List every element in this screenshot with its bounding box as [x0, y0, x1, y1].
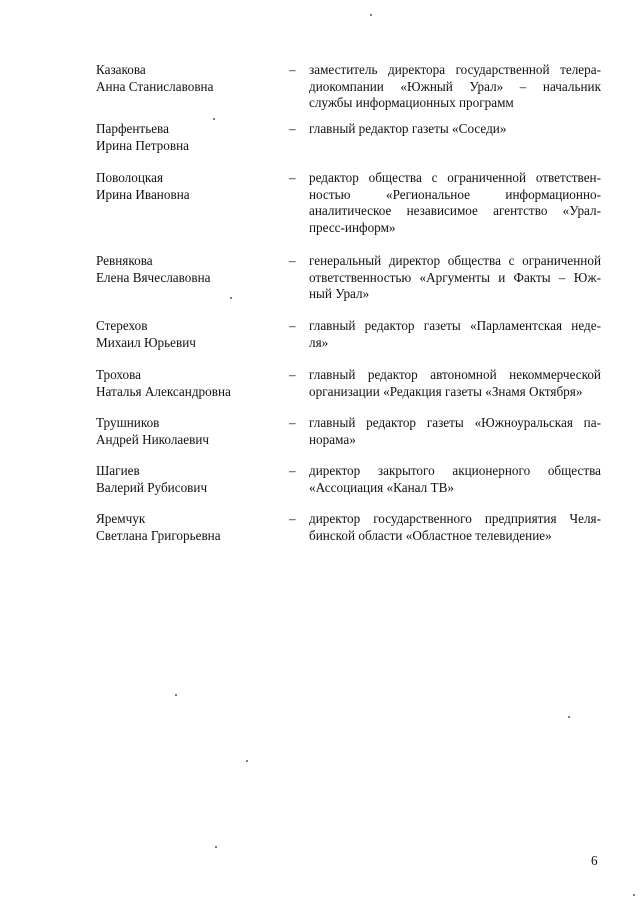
description-line: ответственностью «Аргументы и Факты – Юж- [309, 269, 601, 285]
surname: Шагиев [96, 463, 140, 478]
position-description [309, 253, 601, 303]
given-names: Ирина Петровна [96, 137, 190, 153]
dash: – [289, 318, 296, 333]
person-name [96, 463, 281, 496]
given-names: Наталья Александровна [96, 383, 231, 399]
description-line: бинской области «Областное телевидение» [309, 527, 552, 543]
dash: – [289, 170, 296, 185]
given-names: Елена Вячеславовна [96, 269, 211, 285]
dash: – [289, 463, 296, 478]
surname: Трушников [96, 415, 160, 430]
position-description [309, 170, 601, 236]
scan-speck [215, 846, 217, 848]
description-line: ля» [309, 334, 329, 350]
scan-speck [246, 760, 248, 762]
position-description [309, 121, 601, 138]
description-line: норама» [309, 431, 356, 447]
scan-speck [633, 894, 635, 896]
scan-speck [175, 694, 177, 696]
dash: – [289, 511, 296, 526]
position-description [309, 367, 601, 400]
surname: Ревнякова [96, 253, 153, 268]
position-description [309, 511, 601, 544]
given-names: Светлана Григорьевна [96, 527, 221, 543]
given-names: Михаил Юрьевич [96, 334, 196, 350]
scan-speck [568, 716, 570, 718]
position-description [309, 62, 601, 112]
surname: Парфентьева [96, 121, 169, 136]
scan-speck [370, 14, 372, 16]
surname: Поволоцкая [96, 170, 164, 185]
position-description [309, 318, 601, 351]
description-line: заместитель директора государственной телера- [309, 62, 601, 77]
person-name [96, 62, 281, 95]
person-name [96, 511, 281, 544]
page-number: 6 [591, 853, 598, 868]
surname: Трохова [96, 367, 142, 382]
description-line: ностью «Региональное информационно- [309, 186, 601, 202]
dash: – [289, 253, 296, 268]
description-line: редактор общества с ограниченной ответствен- [309, 170, 601, 185]
person-name [96, 170, 281, 203]
description-line: диокомпании «Южный Урал» – начальник [309, 78, 601, 94]
description-line: аналитическое независимое агентство «Урал- [309, 203, 601, 218]
person-name [96, 318, 281, 351]
position-description [309, 463, 601, 496]
description-line: главный редактор газеты «Соседи» [309, 121, 507, 136]
description-line: директор закрытого акционерного общества [309, 463, 601, 478]
person-name [96, 367, 281, 400]
person-name [96, 121, 281, 154]
given-names: Ирина Ивановна [96, 186, 190, 202]
description-line: директор государственного предприятия Челя- [309, 511, 601, 526]
given-names: Анна Станиславовна [96, 78, 214, 94]
person-name [96, 415, 281, 448]
scan-speck [230, 297, 232, 299]
description-line: генеральный директор общества с ограниченной [309, 253, 601, 268]
dash: – [289, 62, 296, 77]
given-names: Андрей Николаевич [96, 431, 210, 447]
surname: Казакова [96, 62, 146, 77]
description-line: главный редактор газеты «Южноуральская па- [309, 415, 601, 430]
given-names: Валерий Рубисович [96, 479, 208, 495]
position-description [309, 415, 601, 448]
dash: – [289, 367, 296, 382]
surname: Яремчук [96, 511, 146, 526]
description-line: «Ассоциация «Канал ТВ» [309, 479, 454, 495]
surname: Стерехов [96, 318, 148, 333]
dash: – [289, 121, 296, 136]
description-line: пресс-информ» [309, 219, 396, 235]
description-line: службы информационных программ [309, 95, 514, 110]
person-name [96, 253, 281, 286]
dash: – [289, 415, 296, 430]
description-line: ный Урал» [309, 286, 370, 301]
scan-speck [213, 118, 215, 120]
description-line: организации «Редакция газеты «Знамя Октября» [309, 383, 583, 399]
description-line: главный редактор автономной некоммерческой [309, 367, 601, 382]
description-line: главный редактор газеты «Парламентская неде- [309, 318, 601, 333]
